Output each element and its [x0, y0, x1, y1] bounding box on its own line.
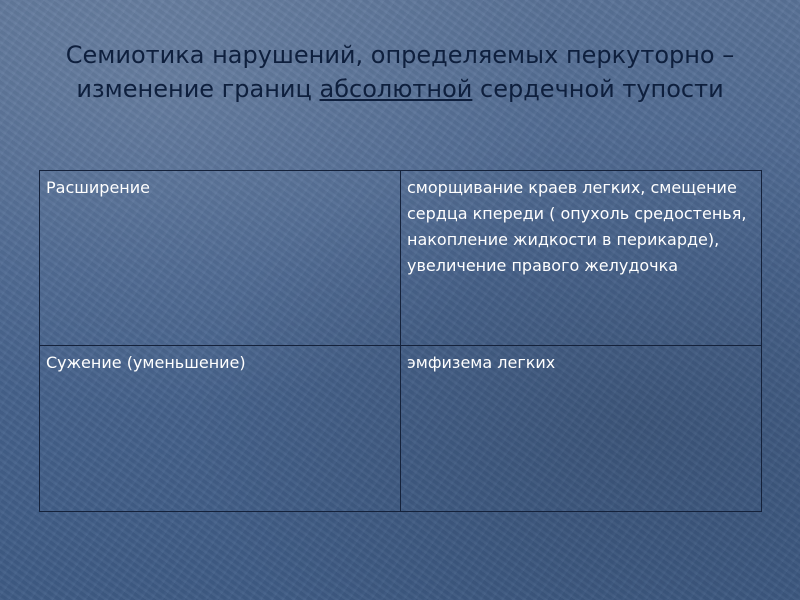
- condition-cell: Расширение: [40, 171, 401, 346]
- causes-cell: сморщивание краев легких, смещение сердца кпереди ( опухоль средостенья, накопление жидкости в перикарде), увеличение правого желудочка: [401, 171, 762, 346]
- table-row: [40, 346, 762, 512]
- causes-cell: эмфизема легких: [401, 346, 762, 512]
- condition-cell: Сужение (уменьшение): [40, 346, 401, 512]
- title-text-part2: сердечной тупости: [472, 75, 724, 103]
- title-text-part1: Семиотика нарушений, определяемых перкуторно –изменение границ: [65, 41, 735, 103]
- semiotics-table: [39, 170, 762, 512]
- table-row: [40, 171, 762, 346]
- title-underlined-word: абсолютной: [319, 75, 473, 103]
- slide-title: [40, 38, 760, 106]
